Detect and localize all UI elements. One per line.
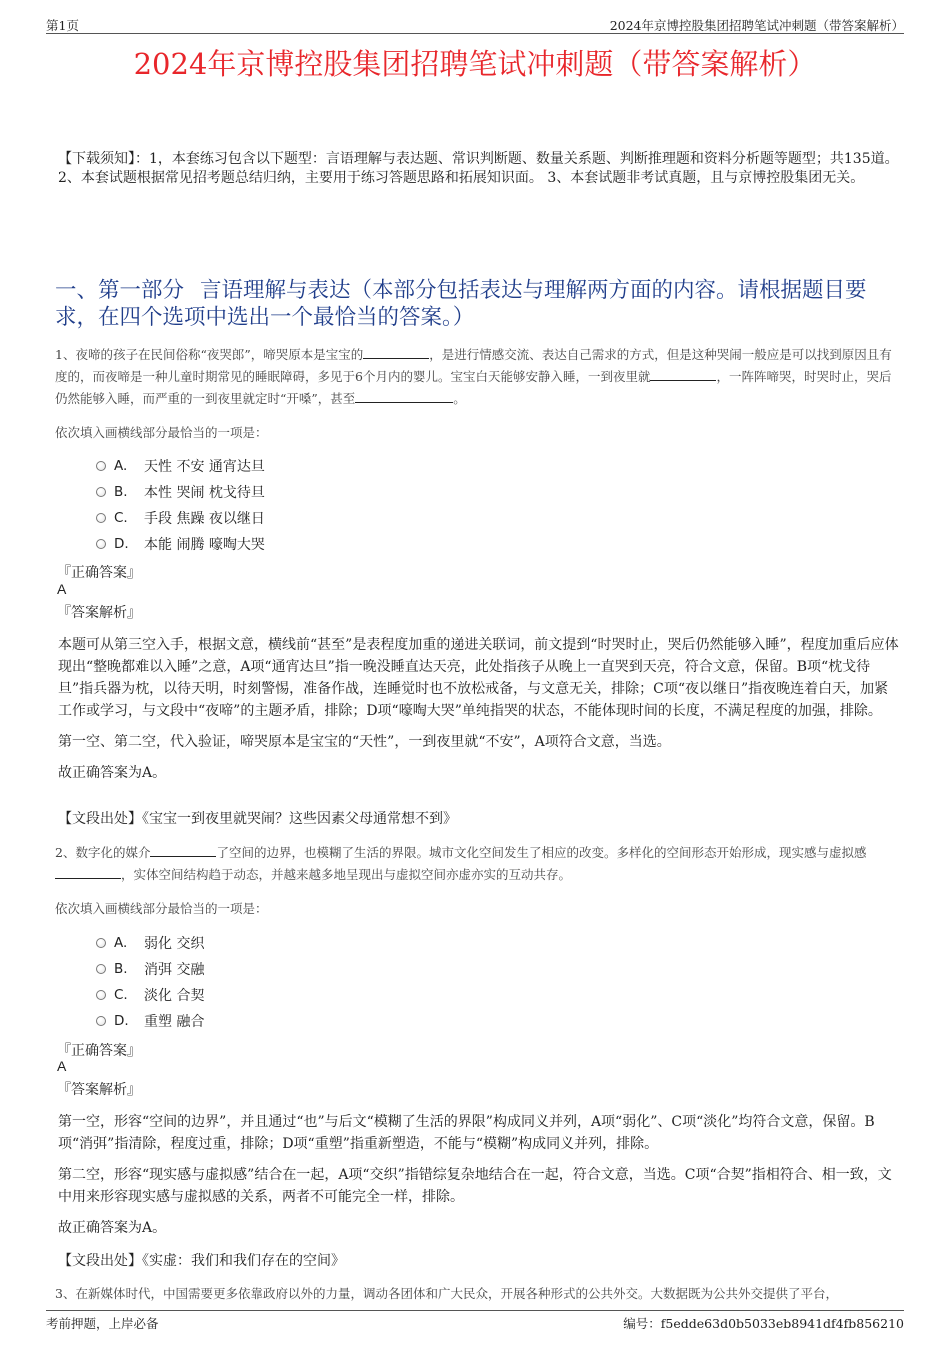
analysis-paragraph: 第一空、第二空，代入验证，啼哭原本是宝宝的“天性”，一到夜里就“不安”，A项符合文意，当选。 — [58, 734, 671, 750]
radio-icon[interactable] — [96, 487, 106, 497]
correct-answer: A — [57, 1058, 67, 1074]
header-doc-title: 2024年京博控股集团招聘笔试冲刺题（带答案解析） — [609, 18, 904, 33]
footer-slogan: 考前押题，上岸必备 — [46, 1316, 159, 1331]
option-a[interactable]: A. 弱化 交织 — [96, 930, 204, 956]
option-b[interactable]: B. 消弭 交融 — [96, 956, 204, 982]
fill-blank-1 — [150, 843, 216, 857]
radio-icon[interactable] — [96, 938, 106, 948]
question-1-source: 【文段出处】《宝宝一到夜里就哭闹？这些因素父母通常想不到》 — [58, 811, 457, 827]
question-2-analysis — [58, 1111, 900, 1248]
fill-blank-1 — [363, 345, 429, 359]
correct-answer-label: 『正确答案』 — [57, 1043, 141, 1059]
radio-icon[interactable] — [96, 964, 106, 974]
correct-answer: A — [57, 581, 67, 597]
section-text: 言语理解与表达（本部分包括表达与理解两方面的内容。请根据题目要求，在四个选项中选出一个最恰当的答案。） — [55, 278, 867, 330]
footer-code: 编号：f5edde63d0b5033eb8941df4fb856210 — [623, 1316, 904, 1331]
radio-icon[interactable] — [96, 513, 106, 523]
question-2-instruction: 依次填入画横线部分最恰当的一项是： — [55, 901, 268, 916]
correct-answer-label: 『正确答案』 — [57, 565, 141, 581]
fill-blank-2 — [650, 367, 716, 381]
analysis-paragraph: 故正确答案为A。 — [58, 1220, 167, 1236]
option-b[interactable]: B. 本性 哭闹 枕戈待旦 — [96, 479, 265, 505]
document-title: 2024年京博控股集团招聘笔试冲刺题（带答案解析） — [133, 47, 817, 81]
radio-icon[interactable] — [96, 1016, 106, 1026]
question-2-source: 【文段出处】《实虚：我们和我们存在的空间》 — [58, 1253, 345, 1269]
analysis-paragraph: 故正确答案为A。 — [58, 765, 167, 781]
radio-icon[interactable] — [96, 539, 106, 549]
question-1-instruction: 依次填入画横线部分最恰当的一项是： — [55, 425, 268, 440]
question-2-stem: 2、数字化的媒介 了空间的边界，也模糊了生活的界限。城市文化空间发生了相应的改变。多样化的空间形态开始形成，现实感与虚拟感，实体空间结构趋于动态，并越来越多地呈现出与虚拟空间亦虚亦实的互动共存。 — [55, 845, 867, 882]
fill-blank-3 — [355, 389, 453, 403]
page-header — [46, 14, 904, 34]
question-1-analysis — [58, 634, 900, 793]
option-d[interactable]: D. 重塑 融合 — [96, 1008, 204, 1034]
analysis-paragraph: 第一空，形容“空间的边界”，并且通过“也”与后文“模糊了生活的界限”构成同义并列，A项“弱化”、C项“淡化”均符合文意，保留。B项“消弭”指清除，程度过重，排除；D项“重塑”指重新塑造，不能与“模糊”构成同义并列，排除。 — [58, 1114, 875, 1152]
question-1-stem: 1、夜啼的孩子在民间俗称“夜哭郎”，啼哭原本是宝宝的 ，是进行情感交流、表达自己需求的方式，但是这种哭闹一般应是可以找到原因且有度的，而夜啼是一种儿童时期常见的睡眠障碍，多见于6个月内的婴儿。宝宝白天能够安静入睡，一到夜里就 ，一阵阵啼哭，时哭时止，哭后仍然能够入睡，而严重的一到夜里就定时“开嗓”，甚至 。 — [55, 347, 892, 406]
analysis-label: 『答案解析』 — [57, 1082, 141, 1098]
radio-icon[interactable] — [96, 461, 106, 471]
option-c[interactable]: C. 手段 焦躁 夜以继日 — [96, 505, 265, 531]
analysis-paragraph: 第二空，形容“现实感与虚拟感”结合在一起，A项“交织”指错综复杂地结合在一起，符合文意，当选。C项“合契”指相符合、相一致，文中用来形容现实感与虚拟感的关系，两者不可能完全一样，排除。 — [58, 1167, 892, 1205]
question-3-stem: 3、在新媒体时代，中国需要更多依靠政府以外的力量，调动各团体和广大民众，开展各种形式的公共外交。大数据既为公共外交提供了平台， — [55, 1286, 838, 1301]
download-notice: 【下载须知】：1，本套练习包含以下题型：言语理解与表达题、常识判断题、数量关系题、判断推理题和资料分析题等题型；共135道。 2、本套试题根据常见招考题总结归纳，主要用于练习答题思路和拓展知识面。 3、本套试题非考试真题，且与京博控股集团无关。 — [58, 151, 899, 186]
radio-icon[interactable] — [96, 990, 106, 1000]
analysis-label: 『答案解析』 — [57, 605, 141, 621]
option-a[interactable]: A. 天性 不安 通宵达旦 — [96, 453, 265, 479]
option-c[interactable]: C. 淡化 合契 — [96, 982, 204, 1008]
page-number: 第1页 — [46, 18, 79, 33]
analysis-paragraph: 本题可从第三空入手，根据文意，横线前“甚至”是表程度加重的递进关联词，前文提到“时哭时止，哭后仍然能够入睡”，程度加重后应体现出“整晚都难以入睡”之意，A项“通宵达旦”指一晚没睡直达天亮，此处指孩子从晚上一直哭到天亮，符合文意，保留。B项“枕戈待旦”指兵器为枕，以待天明，时刻警惕，准备作战，连睡觉时也不放松戒备，与文意无关，排除；C项“夜以继日”指夜晚连着白天，加紧工作或学习，与文段中“夜啼”的主题矛盾，排除；D项“嚎啕大哭”单纯指哭的状态，不能体现时间的长度，不满足程度的加强，排除。 — [58, 637, 899, 719]
fill-blank-2 — [55, 865, 121, 879]
question-2-options — [96, 930, 204, 1034]
section-heading — [55, 277, 900, 331]
section-prefix: 一、第一部分 — [55, 278, 185, 303]
question-1-options — [96, 453, 265, 557]
page-footer — [46, 1310, 904, 1330]
option-d[interactable]: D. 本能 闹腾 嚎啕大哭 — [96, 531, 265, 557]
